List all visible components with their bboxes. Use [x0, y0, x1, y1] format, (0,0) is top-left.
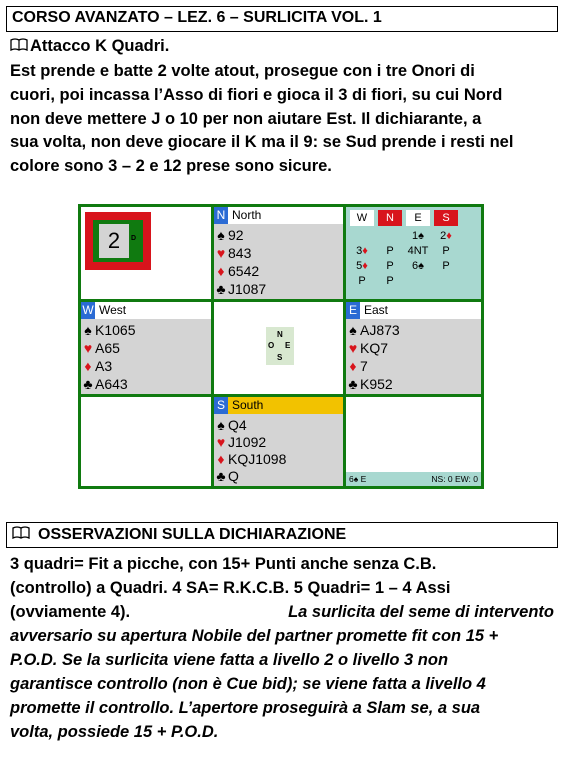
club-icon: ♣: [216, 468, 226, 484]
intro-line: cuori, poi incassa l’Asso di fiori e gioca il 3 di fiori, su cui Nord: [10, 86, 503, 104]
west-hand: [81, 302, 211, 394]
bid-cell: 6♠: [412, 260, 424, 272]
intro-line: Est prende e batte 2 volte atout, prosegue con i tre Onori di: [10, 62, 475, 80]
north-clubs-row: [214, 281, 266, 299]
observation-line-end: (ovviamente 4).: [10, 603, 131, 621]
tricks-label: NS: 0 EW: 0: [431, 474, 478, 484]
spade-icon: ♠: [217, 417, 225, 433]
bid-header-e: E: [406, 210, 430, 226]
east-diamonds: 7: [360, 358, 368, 374]
compass-n: N: [277, 330, 283, 339]
spade-icon: ♠: [349, 322, 357, 338]
west-clubs-row: [81, 376, 128, 394]
north-hearts-row: [214, 245, 251, 263]
west-diamonds: A3: [95, 358, 113, 374]
east-spades-row: [346, 322, 400, 340]
observations-header: [12, 526, 346, 544]
compass-icon: [266, 327, 294, 365]
bid-cell: P: [386, 275, 394, 287]
east-hearts-row: [346, 340, 388, 358]
board-number-cell: [81, 207, 211, 299]
compass-e: E: [285, 341, 291, 350]
bid-cell: 3♦: [356, 245, 368, 257]
header-title: CORSO AVANZATO – LEZ. 6 – SURLICITA VOL. 1: [12, 9, 382, 26]
south-clubs: Q: [228, 468, 239, 484]
observation-line: 3 quadri= Fit a picche, con 15+ Punti anche senza C.B.: [10, 555, 437, 573]
south-hearts: J1092: [228, 434, 267, 450]
diamond-icon: ♦: [217, 263, 225, 279]
bid-cell: 2♦: [440, 230, 452, 242]
east-seat-letter: E: [346, 302, 360, 319]
board-number: 2: [99, 224, 129, 258]
south-seat-name: South: [232, 398, 264, 412]
south-diamonds: KQJ1098: [228, 451, 287, 467]
observation-italic-lead: La surlicita del seme di intervento: [288, 603, 554, 621]
bid-header-n: N: [378, 210, 402, 226]
result-cell: [346, 397, 481, 486]
bid-cell: P: [442, 260, 450, 272]
north-seat-bar: [214, 207, 343, 224]
club-icon: ♣: [348, 376, 358, 392]
west-seat-name: West: [99, 303, 127, 317]
bid-cell: P: [386, 245, 394, 257]
east-spades: AJ873: [360, 322, 400, 338]
east-seat-bar: [346, 302, 481, 319]
contract-label: 6♠ E: [349, 474, 367, 484]
bid-cell: 1♠: [412, 230, 424, 242]
compass-s: S: [277, 353, 283, 362]
west-clubs: A643: [95, 376, 128, 392]
east-diamonds-row: [346, 358, 368, 376]
north-hand: [214, 207, 343, 299]
west-diamonds-row: [81, 358, 112, 376]
south-spades: Q4: [228, 417, 247, 433]
bid-cell: P: [358, 275, 366, 287]
west-seat-bar: [81, 302, 211, 319]
north-seat-letter: N: [214, 207, 228, 224]
bid-cell: P: [442, 245, 450, 257]
west-hearts: A65: [95, 340, 120, 356]
diamond-icon: ♦: [217, 451, 225, 467]
east-seat-name: East: [364, 303, 389, 317]
west-spades: K1065: [95, 322, 136, 338]
bidding-grid: [350, 210, 478, 296]
heart-icon: ♥: [348, 340, 358, 356]
club-icon: ♣: [216, 281, 226, 297]
compass-o: O: [268, 341, 275, 350]
north-clubs: J1087: [228, 281, 267, 297]
status-bar: [346, 472, 481, 486]
south-clubs-row: [214, 468, 239, 486]
diamond-icon: ♦: [349, 358, 357, 374]
observation-italic-line: promette il controllo. L’apertore proseguirà a Slam se, a sua: [10, 699, 481, 717]
bid-cell: 4NT: [407, 245, 429, 257]
bridge-board: [78, 204, 484, 489]
west-seat-letter: W: [82, 303, 94, 317]
bidding-panel: [346, 207, 481, 299]
table-center: [214, 302, 343, 394]
north-spades-row: [214, 227, 244, 245]
heart-icon: ♥: [216, 434, 226, 450]
north-diamonds: 6542: [228, 263, 260, 279]
club-icon: ♣: [83, 376, 93, 392]
observation-italic-line: garantisce controllo (non è Cue bid); se viene fatta a livello 4: [10, 675, 486, 693]
south-seat-letter: S: [214, 397, 228, 414]
empty-cell: [81, 397, 211, 486]
spade-icon: ♠: [217, 227, 225, 243]
intro-line: sua volta, non deve giocare il K ma il 9: se Sud prende i resti nel: [10, 133, 514, 151]
intro-lead-label: Attacco K Quadri.: [30, 37, 170, 55]
west-hearts-row: [81, 340, 120, 358]
south-diamonds-row: [214, 451, 286, 469]
intro-line: non deve mettere J o 10 per non aiutare Est. Il dichiarante, a: [10, 110, 482, 128]
spade-icon: ♠: [84, 322, 92, 338]
observation-italic-line: avversario su apertura Nobile del partner promette fit con 15 +: [10, 627, 499, 645]
north-diamonds-row: [214, 263, 259, 281]
heart-icon: ♥: [83, 340, 93, 356]
east-clubs: K952: [360, 376, 393, 392]
open-book-icon: [10, 37, 30, 56]
north-spades: 92: [228, 227, 244, 243]
bid-header-s: S: [434, 210, 458, 226]
observation-italic-line: P.O.D. Se la surlicita viene fatta a livello 2 o livello 3 non: [10, 651, 449, 669]
diamond-icon: ♦: [84, 358, 92, 374]
observation-line: (controllo) a Quadri. 4 SA= R.K.C.B. 5 Quadri= 1 – 4 Assi: [10, 579, 451, 597]
heart-icon: ♥: [216, 245, 226, 261]
intro-line: colore sono 3 – 2 e 12 prese sono sicure.: [10, 157, 332, 175]
intro-lead: [10, 37, 169, 56]
observations-title: OSSERVAZIONI SULLA DICHIARAZIONE: [38, 526, 347, 543]
bid-cell: 5♦: [356, 260, 368, 272]
open-book-icon: [12, 526, 38, 544]
west-spades-row: [81, 322, 135, 340]
bid-header-w: W: [350, 210, 374, 226]
east-clubs-row: [346, 376, 393, 394]
south-seat-bar: [214, 397, 343, 414]
east-hearts: KQ7: [360, 340, 389, 356]
bid-cell: P: [386, 260, 394, 272]
north-hearts: 843: [228, 245, 252, 261]
south-hand: [214, 397, 343, 486]
dealer-mark: D: [131, 235, 137, 242]
observation-line-with-italic: [10, 601, 556, 625]
observation-italic-line: volta, possiede 15 + P.O.D.: [10, 723, 219, 741]
south-spades-row: [214, 417, 247, 435]
north-seat-name: North: [232, 208, 262, 222]
south-hearts-row: [214, 434, 266, 452]
east-hand: [346, 302, 481, 394]
